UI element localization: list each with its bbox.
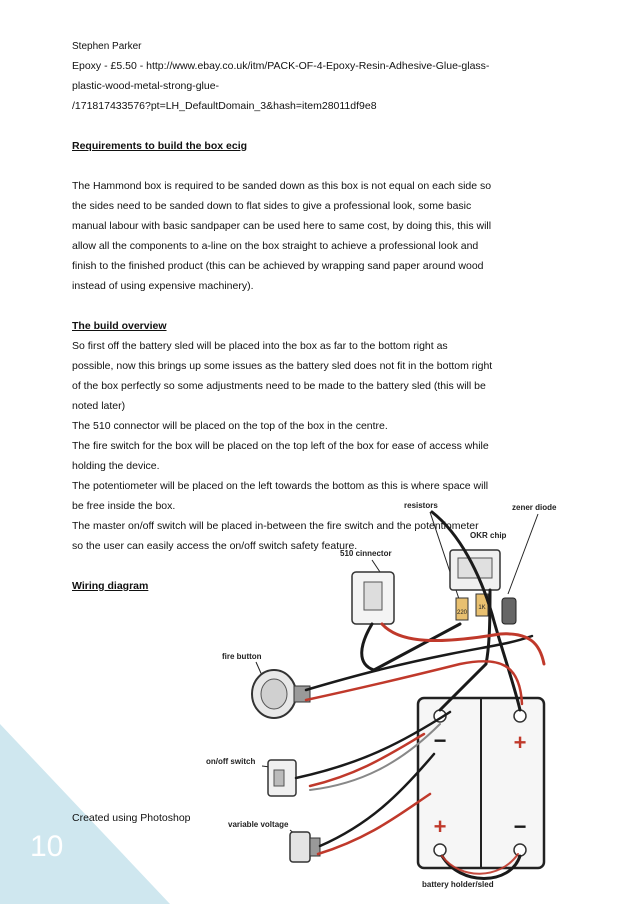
- resistor: [456, 598, 468, 620]
- label-zener-diode: zener diode: [512, 503, 557, 512]
- section-heading-build-overview: The build overview: [72, 320, 167, 332]
- wiring-diagram: [160, 494, 600, 894]
- label-fire-button: fire button: [222, 652, 262, 661]
- polarity-plus-right: +: [513, 730, 527, 755]
- paragraph-line: The Hammond box is required to be sanded down as this box is not equal on each side so: [72, 180, 492, 192]
- author-name: Stephen Parker: [72, 41, 142, 52]
- paragraph-line: possible, now this brings up some issues as the battery sled does not fit in the bottom right: [72, 360, 493, 372]
- label-resistors: resistors: [404, 501, 438, 510]
- epoxy-line: /171817433576?pt=LH_DefaultDomain_3&hash=item28011df9e8: [72, 100, 377, 112]
- potentiometer: [290, 832, 320, 862]
- 510-connector: [352, 572, 394, 624]
- onoff-switch: [268, 760, 296, 796]
- section-heading-requirements: Requirements to build the box ecig: [72, 140, 248, 152]
- page-number: 10: [30, 830, 64, 863]
- resistor-value-220: 220: [456, 610, 468, 616]
- paragraph-line: the sides need to be sanded down to flat sides to give a professional look, some basic: [72, 200, 472, 212]
- paragraph-line: manual labour with basic sandpaper can be used here to same cost, by doing this, this will: [72, 220, 492, 232]
- paragraph-line: holding the device.: [72, 460, 160, 472]
- paragraph-line: So first off the battery sled will be placed into the box as far to the bottom right as: [72, 340, 448, 352]
- polarity-minus-left: −: [433, 728, 447, 753]
- paragraph-line: so the user can easily access the on/off switch safety feature.: [72, 540, 358, 552]
- label-variable-voltage: variable voltage: [228, 820, 289, 829]
- epoxy-line: Epoxy - £5.50 - http://www.ebay.co.uk/itm/PACK-OF-4-Epoxy-Resin-Adhesive-Glue-glass-: [72, 60, 490, 72]
- paragraph-line: The 510 connector will be placed on the top of the box in the centre.: [72, 420, 388, 432]
- paragraph-line: allow all the components to a-line on the box straight to achieve a professional look and: [72, 240, 479, 252]
- label-battery-holder: battery holder/sled: [422, 880, 494, 889]
- paragraph-line: of the box perfectly so some adjustments need to be made to the battery sled (this will be: [72, 380, 486, 392]
- paragraph-line: The potentiometer will be placed on the left towards the bottom as this is where space will: [72, 480, 489, 492]
- label-okr-chip: OKR chip: [470, 531, 507, 540]
- paragraph-line: be free inside the box.: [72, 500, 176, 512]
- paragraph-line: noted later): [72, 400, 126, 412]
- polarity-plus-left: +: [433, 814, 447, 839]
- polarity-minus-right: −: [513, 814, 527, 839]
- paragraph-line: finish to the finished product (this can be achieved by wrapping sand paper around wood: [72, 260, 484, 272]
- paragraph-line: instead of using expensive machinery).: [72, 280, 254, 292]
- zener-diode: [502, 598, 516, 624]
- battery-holder: [418, 698, 544, 868]
- epoxy-line: plastic-wood-metal-strong-glue-: [72, 80, 220, 92]
- fire-button: [252, 670, 310, 718]
- label-510-connector: 510 cinnector: [340, 549, 392, 558]
- paragraph-line: The fire switch for the box will be placed on the top left of the box for ease of access while: [72, 440, 489, 452]
- diagram-caption: Created using Photoshop: [72, 812, 191, 824]
- resistor-value-1k: 1K: [478, 605, 486, 611]
- paragraph-line: The master on/off switch will be placed in-between the fire switch and the potentiometer: [72, 520, 479, 532]
- section-heading-wiring-diagram: Wiring diagram: [72, 580, 149, 592]
- label-onoff-switch: on/off switch: [206, 757, 256, 766]
